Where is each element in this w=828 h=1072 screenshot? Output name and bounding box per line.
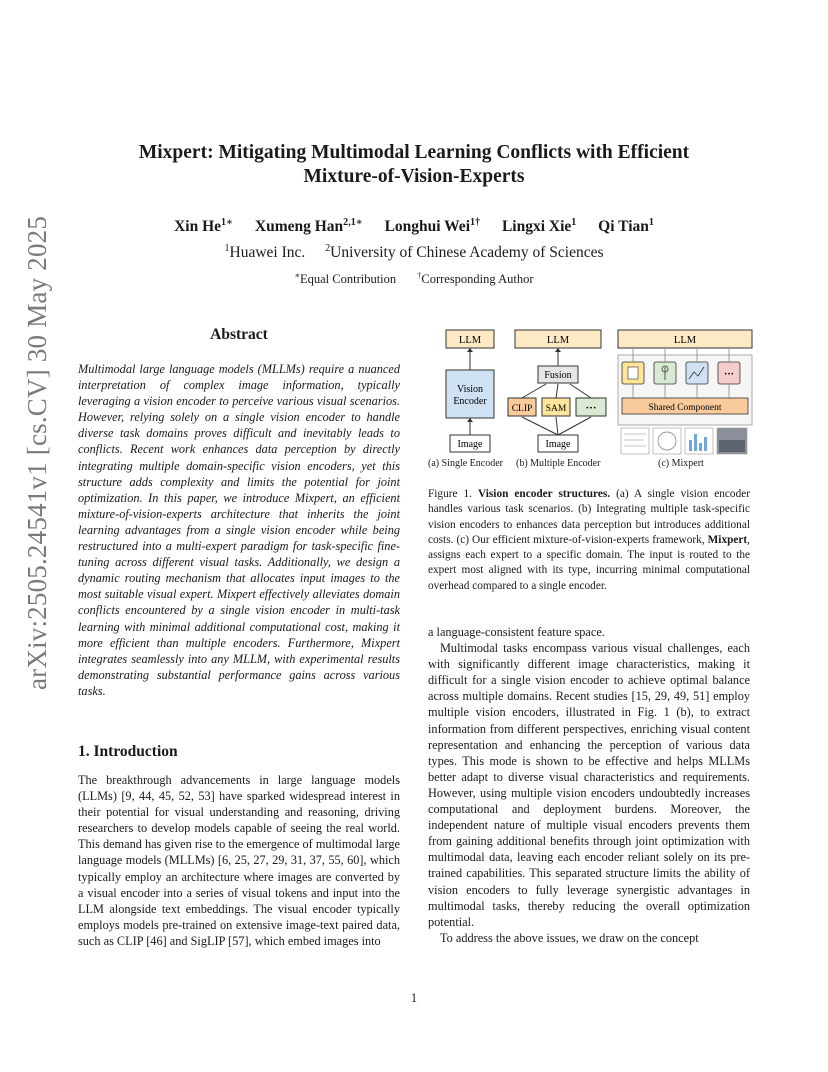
arxiv-side-label: arXiv:2505.24541v1 [cs.CV] 30 May 2025 <box>22 215 52 690</box>
other-encoder-label: ··· <box>585 402 597 414</box>
author: Xin $He^{1∗}$ <box>174 216 233 235</box>
clip-label: CLIP <box>511 404 533 414</box>
shared-component-label: Shared Component <box>648 403 722 413</box>
vision-encoder-label-1: Vision <box>456 384 484 395</box>
contribution-notes <box>0 272 828 287</box>
affiliation: $^1$Huawei Inc. <box>224 242 306 261</box>
author: Lingxi Xie$^1$ <box>501 216 577 235</box>
affiliation-list <box>0 244 828 262</box>
input-thumb-doc <box>621 428 649 454</box>
expert-plot <box>686 362 708 384</box>
author: Xumeng Han$^{2,1∗}$ <box>254 216 363 235</box>
subcaption-a: (a) Single Encoder <box>428 458 503 469</box>
sam-label: SAM <box>545 404 567 414</box>
affiliation: $^2$University of Chinese Academy of Sciences <box>325 242 604 261</box>
abstract-heading: Abstract <box>210 326 268 343</box>
abstract-body <box>78 361 400 699</box>
expert-other-label: ··· <box>723 369 735 380</box>
right-paragraph-0: a language-consistent feature space. <box>428 625 605 639</box>
section-heading-introduction: 1. Introduction <box>78 743 178 760</box>
abstract-text: Multimodal large language models (MLLMs) require a nuanced interpretation of complex image information, typically leveraging a vision encoder to perceive various visual scenarios. However, relying solely on a single vision encoder to handle diverse task domains proves difficult and inevitably leads to conflicts. Recent work enhances data perception by directly integrating multiple domain-specific vision encoders, yet this structure adds complexity and limits the potential for joint optimization. In this paper, we introduce Mixpert, an efficient mixture-of-vision-experts architecture that inherits the joint learning advantages from a single vision encoder while being restructured into a multi-expert paradigm for task-specific fine-tuning across different visual tasks. Additionally, we design a dynamic routing mechanism that allocates input images to the most suitable visual expert. Mixpert effectively alleviates domain conflicts encountered by a single vision encoder in multi-task learning with minimal additional computational cost, making it more efficient than multiple encoders. Furthermore, Mixpert integrates seamlessly into any MLLM, with experimental results demonstrating substantial performance gains across various tasks. <box>78 362 400 698</box>
image-label-b: Image <box>545 439 571 450</box>
caption-bold: Vision encoder structures. <box>478 488 611 500</box>
caption-text-2: , assigns each expert to a specific domain. The input is routed to the expert most aligned with its type, incurring minimal computational overhead compared to a single encoder. <box>428 533 750 592</box>
author: Longhui Wei$^{1\dagger}$ <box>384 216 481 235</box>
llm-label-c: LLM <box>673 335 697 346</box>
note: ∗Equal Contribution <box>294 270 397 286</box>
note: †Corresponding Author <box>417 270 534 286</box>
title-line-2: Mixture-of-Vision-Experts <box>303 166 525 187</box>
subcaption-b: (b) Multiple Encoder <box>516 458 601 469</box>
intro-paragraph: The breakthrough advancements in large language models (LLMs) [9, 44, 45, 52, 53] have sparked widespread interest in their potential for visual understanding and reasoning, driving researchers to develop models capable of seeing the real world. This demand has given rise to the emergence of multimodal large language models (MLLMs) [6, 25, 27, 29, 31, 37, 55, 60], which typically employ an architecture where images are converted by a visual encoder into a series of visual tokens and input into the LLM alongside text embeddings. The visual encoder typically employs models pre-trained on extensive image-text paired data, such as CLIP [46] and SigLIP [57], which embed images into <box>78 773 400 948</box>
right-column-body <box>428 624 750 946</box>
caption-label: Figure 1. <box>428 488 472 500</box>
figure-vision-encoder-structures <box>424 322 768 476</box>
llm-label-b: LLM <box>546 335 570 346</box>
caption-mixpert: Mixpert <box>707 533 748 546</box>
vision-encoder-label-2: Encoder <box>453 396 487 407</box>
page-number: 1 <box>410 991 418 1005</box>
image-label-a: Image <box>457 439 483 450</box>
right-paragraph-1: Multimodal tasks encompass various visual challenges, each with significantly different image characteristics, making it difficult for a single vision encoder to achieve optimal balance across multiple domains. Recent studies [15, 29, 49, 51] employ multiple vision encoders, illustrated in Fig. 1 (b), to extract information from different perspectives, enriching visual content representation and enhancing the perception of various data types. This mode is shown to be effective and helps MLLMs better adapt to diverse visual characteristics and requirements. However, using multiple vision encoders undoubtedly increases computational and deployment burdens. Moreover, the independent nature of multiple visual encoders prevents them from gaining additional benefits through joint optimization with multimodal data, leaving each encoder reliant solely on its pre-trained capabilities. This separated structure limits the ability of vision encoders to fully leverage synergistic advantages in multimodal tasks, thereby reducing the overall optimization potential. <box>428 641 750 929</box>
llm-label-a: LLM <box>458 335 482 346</box>
introduction-body <box>78 772 400 949</box>
author: Qi Tian$^1$ <box>598 216 654 235</box>
figure-caption <box>428 487 750 594</box>
fusion-label: Fusion <box>544 370 572 381</box>
subcaption-c: (c) Mixpert <box>658 458 704 469</box>
caption-text-1: (a) A single vision encoder handles various task scenarios. (b) Integrating multiple task-specific vision encoders to enhances data perception but introduces additional costs. (c) Our efficient mixture-of-vision-experts framework, <box>428 488 750 546</box>
paper-title <box>0 141 828 189</box>
right-paragraph-2: To address the above issues, we draw on the concept <box>440 930 699 945</box>
author-list <box>0 218 828 236</box>
title-line-1: Mixpert: Mitigating Multimodal Learning Conflicts with Efficient <box>138 142 690 163</box>
